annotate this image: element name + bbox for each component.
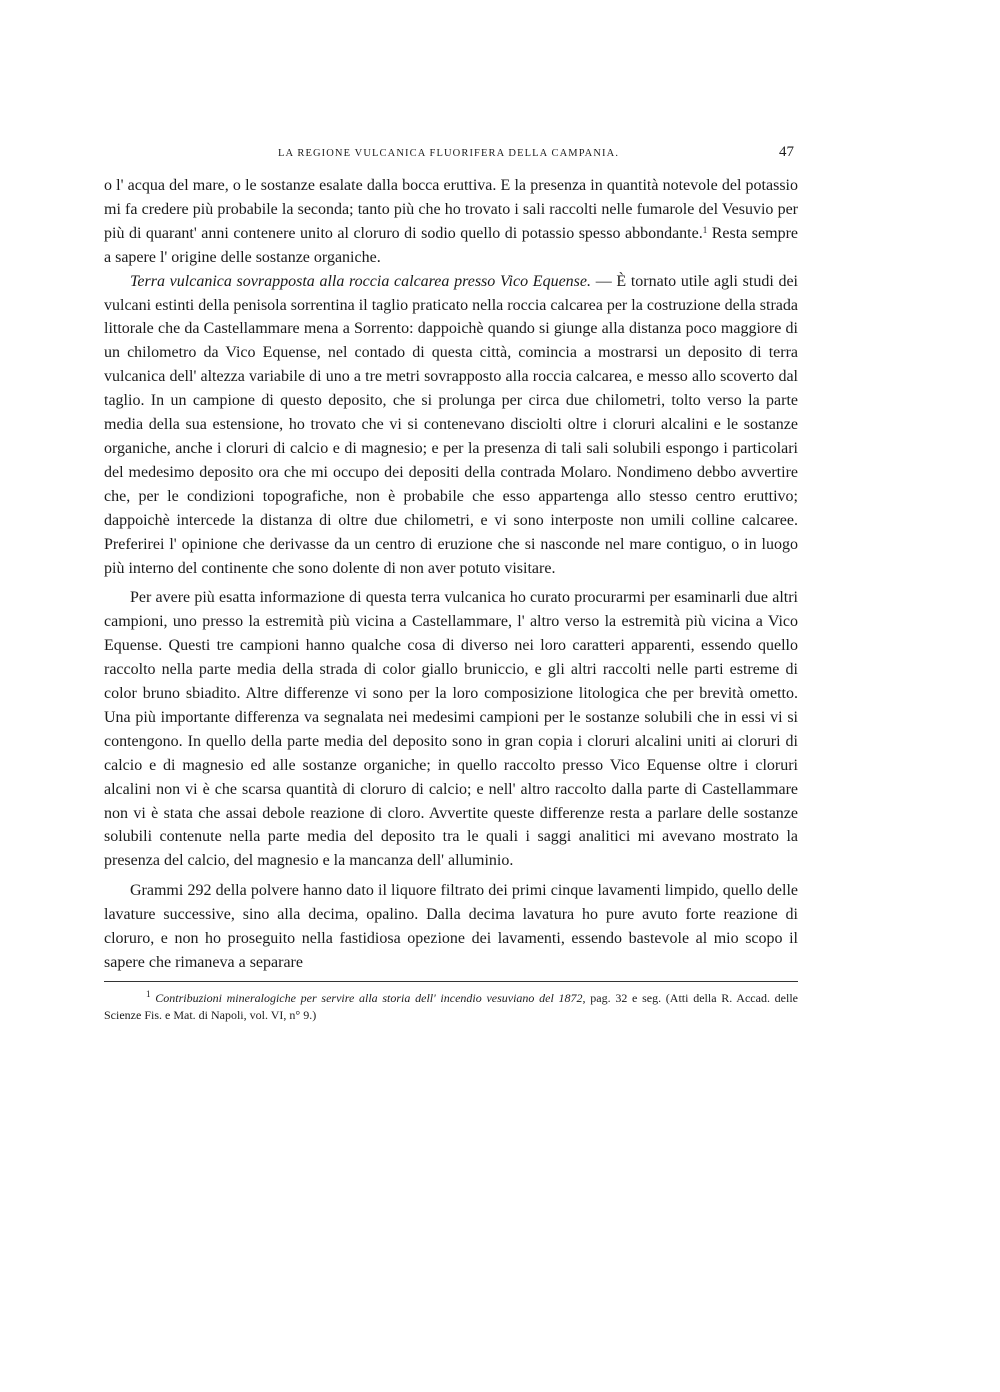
footnote-mark: 1 [146, 988, 151, 999]
section-title: Terra vulcanica sovrapposta alla roccia calcarea presso Vico Equense. [130, 272, 591, 290]
paragraph-3: Per avere più esatta informazione di questa terra vulcanica ho curato procurarmi per esaminarli due altri campioni, uno presso la estremità più vicina a Castellammare, l' altro verso la estremità più vicina a Vico Equense. Questi tre campioni hanno qualche cosa di diverso nei loro caratteri apparenti, essendo quello raccolto nella parte media della strada di color giallo bruniccio, e gli altri raccolti nelle parti estreme di color bruno sbiadito. Altre differenze vi sono per la loro composizione litologica che per brevità ometto. Una più importante differenza va segnalata nei medesimi campioni per le sostanze solubili che in essi vi si contengono. In quello della parte media del deposito sono in gran copia i cloruri alcalini uniti ai cloruri di calcio e di magnesio ed alle sostanze organiche; in quello raccolto presso Vico Equense oltre i cloruri alcalini non vi è che scarsa quantità di cloruro di calcio; e nell' altro raccolto dalla parte di Castellammare non vi è stata che assai debole reazione di cloro. Avvertite queste differenze resta a parlare delle sostanze solubili contenute nella parte media del deposito tra le quali i saggi analitici mi avevano mostrato la presenza del calcio, del magnesio e la mancanza dell' alluminio. [104, 589, 798, 870]
page-number: 47 [779, 144, 794, 160]
running-title: LA REGIONE VULCANICA FLUORIFERA DELLA CAMPANIA. [278, 148, 620, 159]
footnote-text: pag. 32 e seg. (Atti della R. Accad. delle Scienze Fis. e Mat. di Napoli, vol. VI, n° 9.) [104, 990, 798, 1022]
paragraph-4: Grammi 292 della polvere hanno dato il liquore filtrato dei primi cinque lavamenti limpido, quello delle lavature successive, sino alla decima, opalino. Dalla decima lavatura ho pure avuto forte reazione di cloruro, e non ho proseguito nella fastidiosa opezione dei lavamenti, essendo bastevole al mio scopo il sapere che rimaneva a separare [104, 882, 798, 971]
footnote [104, 990, 798, 1024]
paragraph-1-tail: Resta sempre a sapere l' origine delle sostanze organiche. [104, 224, 798, 266]
footnote-reference: 1 [702, 224, 708, 235]
paragraph-1 [104, 174, 798, 270]
body-text [104, 174, 798, 975]
footnote-title: Contribuzioni mineralogiche per servire alla storia dell' incendio vesuviano del 1872, [155, 990, 586, 1005]
footnote-rule [104, 981, 798, 982]
page [104, 142, 798, 1024]
paragraph-1-text: o l' acqua del mare, o le sostanze esalate dalla bocca eruttiva. E la presenza in quantità notevole del potassio mi fa credere più probabile la seconda; tanto più che ho trovato i sali raccolti nelle fumarole del Vesuvio per più di quarant' anni contenere unito al cloruro di sodio quello di potassio spesso abbondante. [104, 177, 798, 242]
running-head [104, 142, 798, 164]
paragraph-2-text: — È tornato utile agli studi dei vulcani estinti della penisola sorrentina il taglio praticato nella roccia calcarea per la costruzione della strada littorale che da Castellammare mena a Sorrento: dappoichè quando si giunge alla distanza poco maggiore di un chilometro da Vico Equense, nel contado di questa città, comincia a mostrarsi un deposito di terra vulcanica dell' altezza variabile di uno a tre metri sovrapposto alla roccia calcarea, e messo allo scoverto dal taglio. In un campione di questo deposito, che si prolunga per circa due chilometri, tolto verso la parte media della sua estensione, ho trovato che vi si contenevano disciolti oltre i cloruri alcalini e le sostanze organiche, anche i cloruri di calcio e di magnesio; e per la presenza di tali sali solubili espongo i particolari del medesimo deposito ora che mi occupo dei depositi della contrada Molaro. Nondimeno debbo avvertire che, per le condizioni topografiche, non è probabile che esso appartenga allo stesso centro eruttivo; dappoichè intercede la distanza di oltre due chilometri, e vi sono interposte non umili colline calcaree. Preferirei l' opinione che derivasse da un centro di eruzione che si nasconde nel mare contiguo, o in luogo più interno del continente che sono dolente di non aver potuto visitare. [104, 272, 799, 577]
paragraph-2 [104, 270, 798, 581]
